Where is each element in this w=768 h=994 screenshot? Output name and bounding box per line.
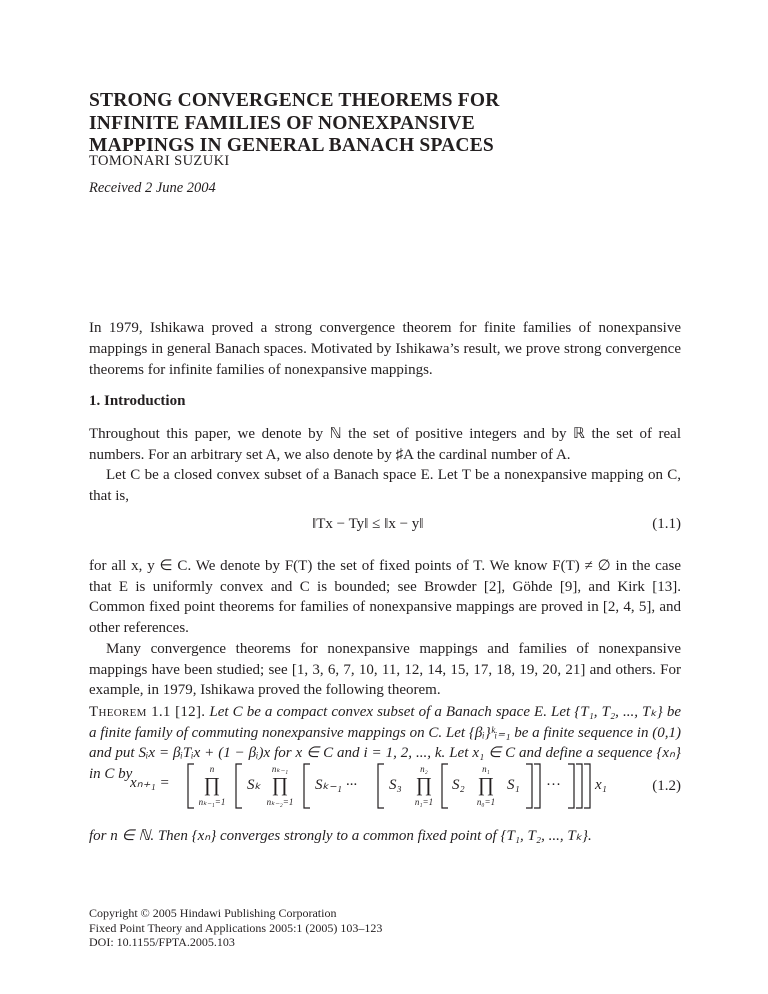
prod-2-bottom: nₖ₋₂=1 <box>266 797 294 807</box>
paper-title <box>89 90 649 158</box>
received-date: Received 2 June 2004 <box>89 180 216 196</box>
eq2-x1: x₁ <box>595 777 607 793</box>
prod-1-top: n <box>209 764 215 774</box>
title-line-2: INFINITE FAMILIES OF NONEXPANSIVE <box>89 112 475 134</box>
prod-4-symbol: ∏ <box>477 774 495 796</box>
paragraph-2: Let C be a closed convex subset of a Banach space E. Let T be a nonexpansive mapping on C, that is, <box>89 467 681 504</box>
prod-4-bottom: n₀=1 <box>476 797 496 807</box>
theorem-statement: Let C be a compact convex subset of a Banach space E. Let {T₁, T₂, ..., Tₖ} be a finite family of commuting nonexpansive mappings on C. Let {βᵢ}ᵏᵢ₌₁ be a finite sequence in (0,1) and put Sᵢx = βᵢTᵢx + (1 − βᵢ)x for x ∈ C and i = 1, 2, ..., k. Let x₁ ∈ C and define a sequence {xₙ} in C by <box>89 704 682 782</box>
paragraph-3: for all x, y ∈ C. We denote by F(T) the set of fixed points of T. We know F(T) ≠ ∅ in the case that E is uniformly convex and C is bounded; see Browder [2], Göhde [9], and Kirk [13]. Common fixed point theorems for families of nonexpansive mappings are proved in [2, 4, 5], and other references. <box>89 558 681 636</box>
prod-3-top: n₂ <box>420 764 428 774</box>
footer-journal: Fixed Point Theory and Applications 2005:1 (2005) 103–123 <box>89 920 383 935</box>
prod-2-symbol: ∏ <box>271 774 289 796</box>
abstract: In 1979, Ishikawa proved a strong convergence theorem for finite families of nonexpansive mappings in general Banach spaces. Motivated by Ishikawa’s result, we prove strong convergence theorems for infinite families of nonexpansive mappings. <box>89 320 681 378</box>
prod-3-bottom: n₁=1 <box>414 797 434 807</box>
equation-1-1: ‖Tx − Ty‖ ≤ ‖x − y‖ <box>312 516 424 532</box>
prod-2-top: nₖ₋₁ <box>271 764 289 774</box>
eq2-s3: S₃ <box>389 777 402 793</box>
title-line-1: STRONG CONVERGENCE THEOREMS FOR <box>89 90 500 111</box>
eq2-lhs: xₙ₊₁ = <box>130 775 170 791</box>
theorem-conclusion: for n ∈ ℕ. Then {xₙ} converges strongly to a common fixed point of {T₁, T₂, ..., Tₖ}. <box>89 828 592 844</box>
paragraph-1: Throughout this paper, we denote by ℕ the set of positive integers and by ℝ the set of real numbers. For an arbitrary set A, we also denote by ♯A the cardinal number of A. <box>89 426 681 463</box>
equation-number-1-1: (1.1) <box>652 516 681 532</box>
equation-number-1-2: (1.2) <box>652 778 681 794</box>
footer-doi: DOI: 10.1155/FPTA.2005.103 <box>89 935 235 949</box>
eq2-sk: Sₖ <box>247 777 261 793</box>
eq2-s2: S₂ <box>452 777 465 793</box>
prod-3-symbol: ∏ <box>415 774 433 796</box>
author: TOMONARI SUZUKI <box>89 153 230 169</box>
title-line-3: MAPPINGS IN GENERAL BANACH SPACES <box>89 135 494 156</box>
footer <box>89 906 382 950</box>
footer-copyright: Copyright © 2005 Hindawi Publishing Corporation <box>89 906 337 920</box>
eq2-sk-1: Sₖ₋₁ ··· <box>315 777 358 793</box>
prod-4-top: n₁ <box>482 764 490 774</box>
eq2-s1: S₁ <box>507 777 520 793</box>
prod-1-symbol: ∏ <box>203 774 221 796</box>
equation-1-2 <box>130 752 660 812</box>
section-heading: 1. Introduction <box>89 393 186 409</box>
eq2-dots: ··· <box>546 777 561 793</box>
paragraph-4: Many convergence theorems for nonexpansive mappings and families of nonexpansive mappings have been studied; see [1, 3, 6, 7, 10, 11, 12, 14, 15, 17, 18, 19, 20, 21] and others. For example, in 1979, Ishikawa proved the following theorem. <box>89 641 681 698</box>
prod-1-bottom: nₖ₋₁=1 <box>198 797 226 807</box>
theorem-heading: Theorem 1.1 [12]. <box>89 704 206 720</box>
